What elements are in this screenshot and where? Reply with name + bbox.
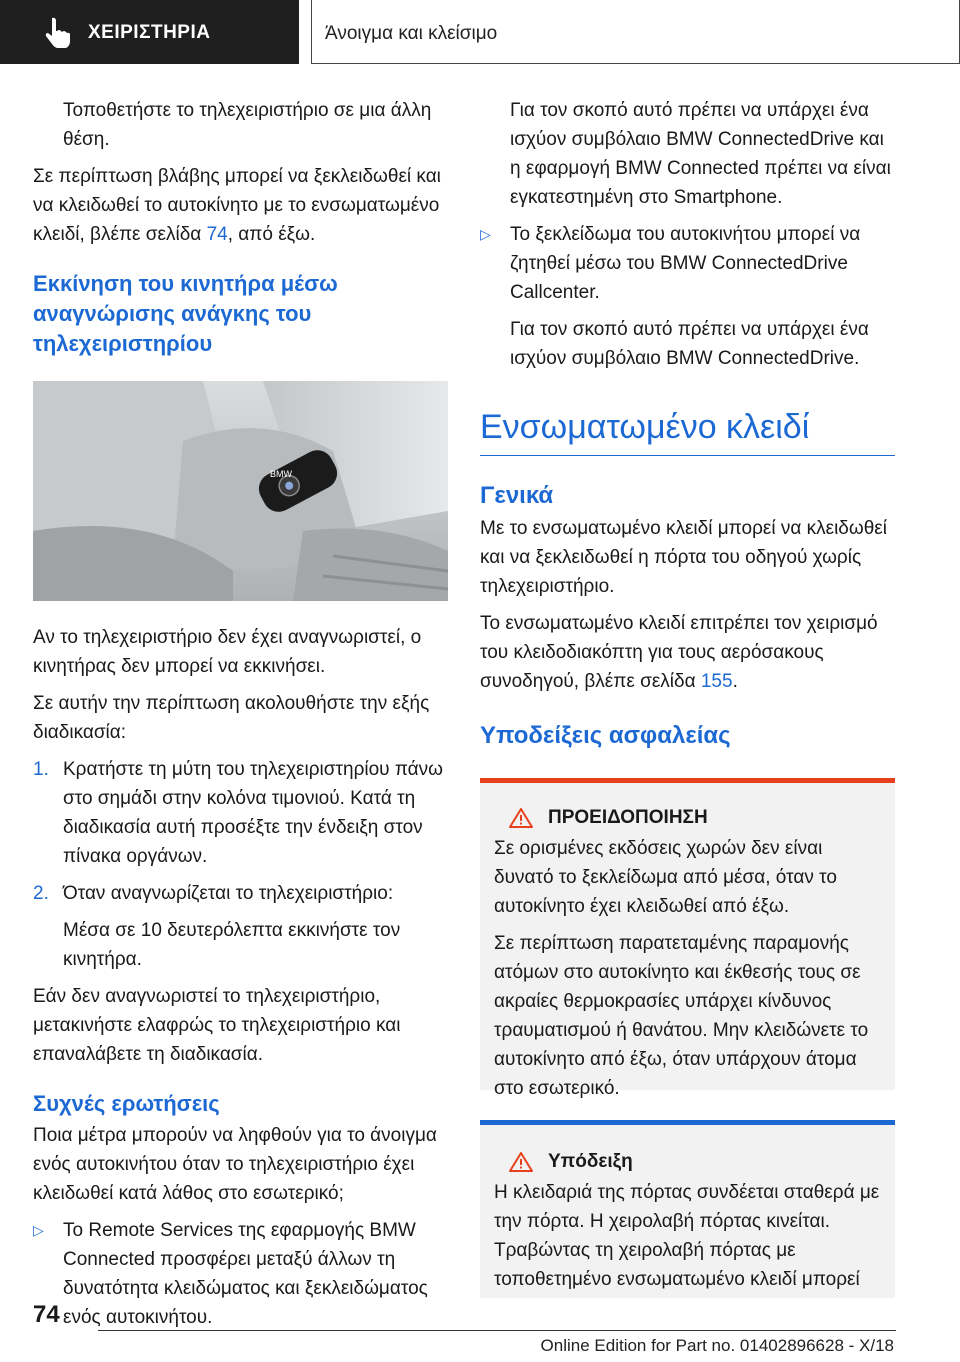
step-item bbox=[33, 879, 448, 908]
page-number: 74 bbox=[33, 1301, 60, 1328]
section-tab bbox=[311, 0, 960, 64]
heading-safety: Υποδείξεις ασφαλείας bbox=[480, 722, 731, 749]
procedure-steps bbox=[33, 755, 448, 908]
triangle-bullet-icon: ▷ bbox=[480, 226, 491, 242]
callcenter-bullet bbox=[480, 220, 895, 307]
section-title: Άνοιγμα και κλείσιμο bbox=[325, 23, 498, 44]
general-text: Το ενσωματωμένο κλειδί επιτρέπει τον χειρισμό του κλειδοδιακόπτη για τους αερόσακους συνοδηγού, βλέπε σελίδα bbox=[480, 613, 878, 692]
page-link-155[interactable]: 155 bbox=[700, 671, 733, 692]
note-paragraph: Η κλειδαριά της πόρτας συνδέεται σταθερά με την πόρτα. Η χειρολαβή πόρτας κινείται. Τραβώντας τη χειρολαβή πόρτας με τοποθετημένο ενσωματωμένο κλειδί μπορεί bbox=[494, 1182, 880, 1290]
warning-paragraph-1: Σε ορισμένες εκδόσεις χωρών δεν είναι δυνατό το ξεκλείδωμα από μέσα, όταν το αυτοκίνητο έχει κλειδωθεί από έξω. bbox=[494, 838, 837, 917]
callcenter-subtext: Για τον σκοπό αυτό πρέπει να υπάρχει ένα ισχύον συμβόλαιο BMW ConnectedDrive. bbox=[510, 319, 869, 369]
procedure-intro: Σε αυτήν την περίπτωση ακολουθήστε την εξής διαδικασία: bbox=[33, 693, 430, 743]
callcenter-list bbox=[480, 220, 895, 307]
photo-label: BMW bbox=[270, 469, 292, 479]
footer-divider bbox=[98, 1330, 896, 1331]
warning-paragraph-2: Σε περίπτωση παρατεταμένης παραμονής ατόμων στο αυτοκίνητο και έκθεσής τους σε ακραίες θερμοκρασίες υπάρχει κίνδυνος τραυματισμού ή θανάτου. Μην κλειδώνετε το αυτοκίνητο από έξω, όταν υπάρχουν άτομα στο εσωτερικό. bbox=[494, 933, 869, 1099]
warning-header bbox=[494, 803, 881, 832]
warning-triangle-icon bbox=[508, 807, 534, 829]
note-triangle-icon bbox=[508, 1151, 534, 1173]
not-recognized-paragraph: Αν το τηλεχειριστήριο δεν έχει αναγνωριστεί, ο κινητήρας δεν μπορεί να εκκινήσει. bbox=[33, 627, 422, 677]
manual-title: ΧΕΙΡΙΣΤΗΡΙΑ bbox=[88, 21, 211, 43]
damage-paragraph bbox=[33, 162, 448, 249]
faq-question: Ποια μέτρα μπορούν να ληφθούν για το άνοιγμα ενός αυτοκινήτου όταν το τηλεχειριστήριο έχει κλειδωθεί κατά λάθος στο εσωτερικό; bbox=[33, 1125, 437, 1204]
heading-integrated-key: Ενσωματωμένο κλειδί bbox=[480, 407, 895, 456]
heading-emergency-start: Εκκίνηση του κινητήρα μέσω αναγνώρισης ανάγκης του τηλεχειριστηρίου bbox=[33, 271, 338, 356]
contract-paragraph: Για τον σκοπό αυτό πρέπει να υπάρχει ένα ισχύον συμβόλαιο BMW ConnectedDrive και η εφαρμογή BMW Connected πρέπει να είναι εγκατεστημένη στο Smartphone. bbox=[510, 100, 891, 208]
step-item bbox=[33, 755, 448, 871]
step-number: 1. bbox=[33, 759, 49, 780]
callcenter-text: Το ξεκλείδωμα του αυτοκινήτου μπορεί να ζητηθεί μέσω του BMW ConnectedDrive Callcenter. bbox=[510, 224, 861, 303]
heading-faq: Συχνές ερωτήσεις bbox=[33, 1091, 220, 1116]
step2-subtext: Μέσα σε 10 δευτερόλεπτα εκκινήστε τον κινητήρα. bbox=[63, 920, 401, 970]
faq-bullet-text: Το Remote Services της εφαρμογής BMW Connected προσφέρει μεταξύ άλλων τη δυνατότητα κλειδώματος και ξεκλειδώματος ενός αυτοκινήτου. bbox=[63, 1220, 428, 1328]
hand-pointer-icon bbox=[38, 14, 74, 50]
step-text: Όταν αναγνωρίζεται το τηλεχειριστήριο: bbox=[63, 883, 394, 904]
damage-tail: , από έξω. bbox=[227, 224, 316, 245]
step-number: 2. bbox=[33, 883, 49, 904]
right-column bbox=[480, 96, 895, 1298]
page-link-74[interactable]: 74 bbox=[206, 224, 228, 245]
edition-footer: Online Edition for Part no. 01402896628 - X/18 bbox=[540, 1336, 894, 1355]
warning-box bbox=[480, 778, 895, 1099]
step-text: Κρατήστε τη μύτη του τηλεχειριστηρίου πάνω στο σημάδι στην κολόνα τιμονιού. Κατά τη διαδικασία αυτή προσέξτε την ένδειξη στον πίνακα οργάνων. bbox=[63, 759, 443, 867]
chapter-tab bbox=[0, 0, 299, 64]
general-paragraph-2 bbox=[480, 609, 895, 696]
intro-paragraph: Τοποθετήστε το τηλεχειριστήριο σε μια άλλη θέση. bbox=[63, 100, 432, 150]
faq-bullet bbox=[33, 1216, 448, 1332]
page-header bbox=[0, 0, 960, 64]
general-paragraph-1: Με το ενσωματωμένο κλειδί μπορεί να κλειδωθεί και να ξεκλειδωθεί η πόρτα του οδηγού χωρίς τηλεχειριστήριο. bbox=[480, 518, 887, 597]
note-header bbox=[494, 1147, 881, 1176]
note-title: Υπόδειξη bbox=[548, 1151, 633, 1172]
photo-illustration bbox=[33, 381, 448, 601]
steering-column-photo bbox=[33, 381, 448, 601]
not-recognized-retry: Εάν δεν αναγνωριστεί το τηλεχειριστήριο, μετακινήστε ελαφρώς το τηλεχειριστήριο και επαναλάβετε τη διαδικασία. bbox=[33, 986, 401, 1065]
faq-answers bbox=[33, 1216, 448, 1332]
note-box bbox=[480, 1120, 895, 1298]
warning-title: ΠΡΟΕΙΔΟΠΟΙΗΣΗ bbox=[548, 807, 708, 828]
triangle-bullet-icon: ▷ bbox=[33, 1222, 44, 1238]
left-column bbox=[33, 96, 448, 1340]
heading-general: Γενικά bbox=[480, 482, 554, 509]
general-tail: . bbox=[732, 671, 738, 692]
damage-text: Σε περίπτωση βλάβης μπορεί να ξεκλειδωθεί και να κλειδωθεί το αυτοκίνητο με το ενσωματωμένο κλειδί, βλέπε σελίδα bbox=[33, 166, 441, 245]
